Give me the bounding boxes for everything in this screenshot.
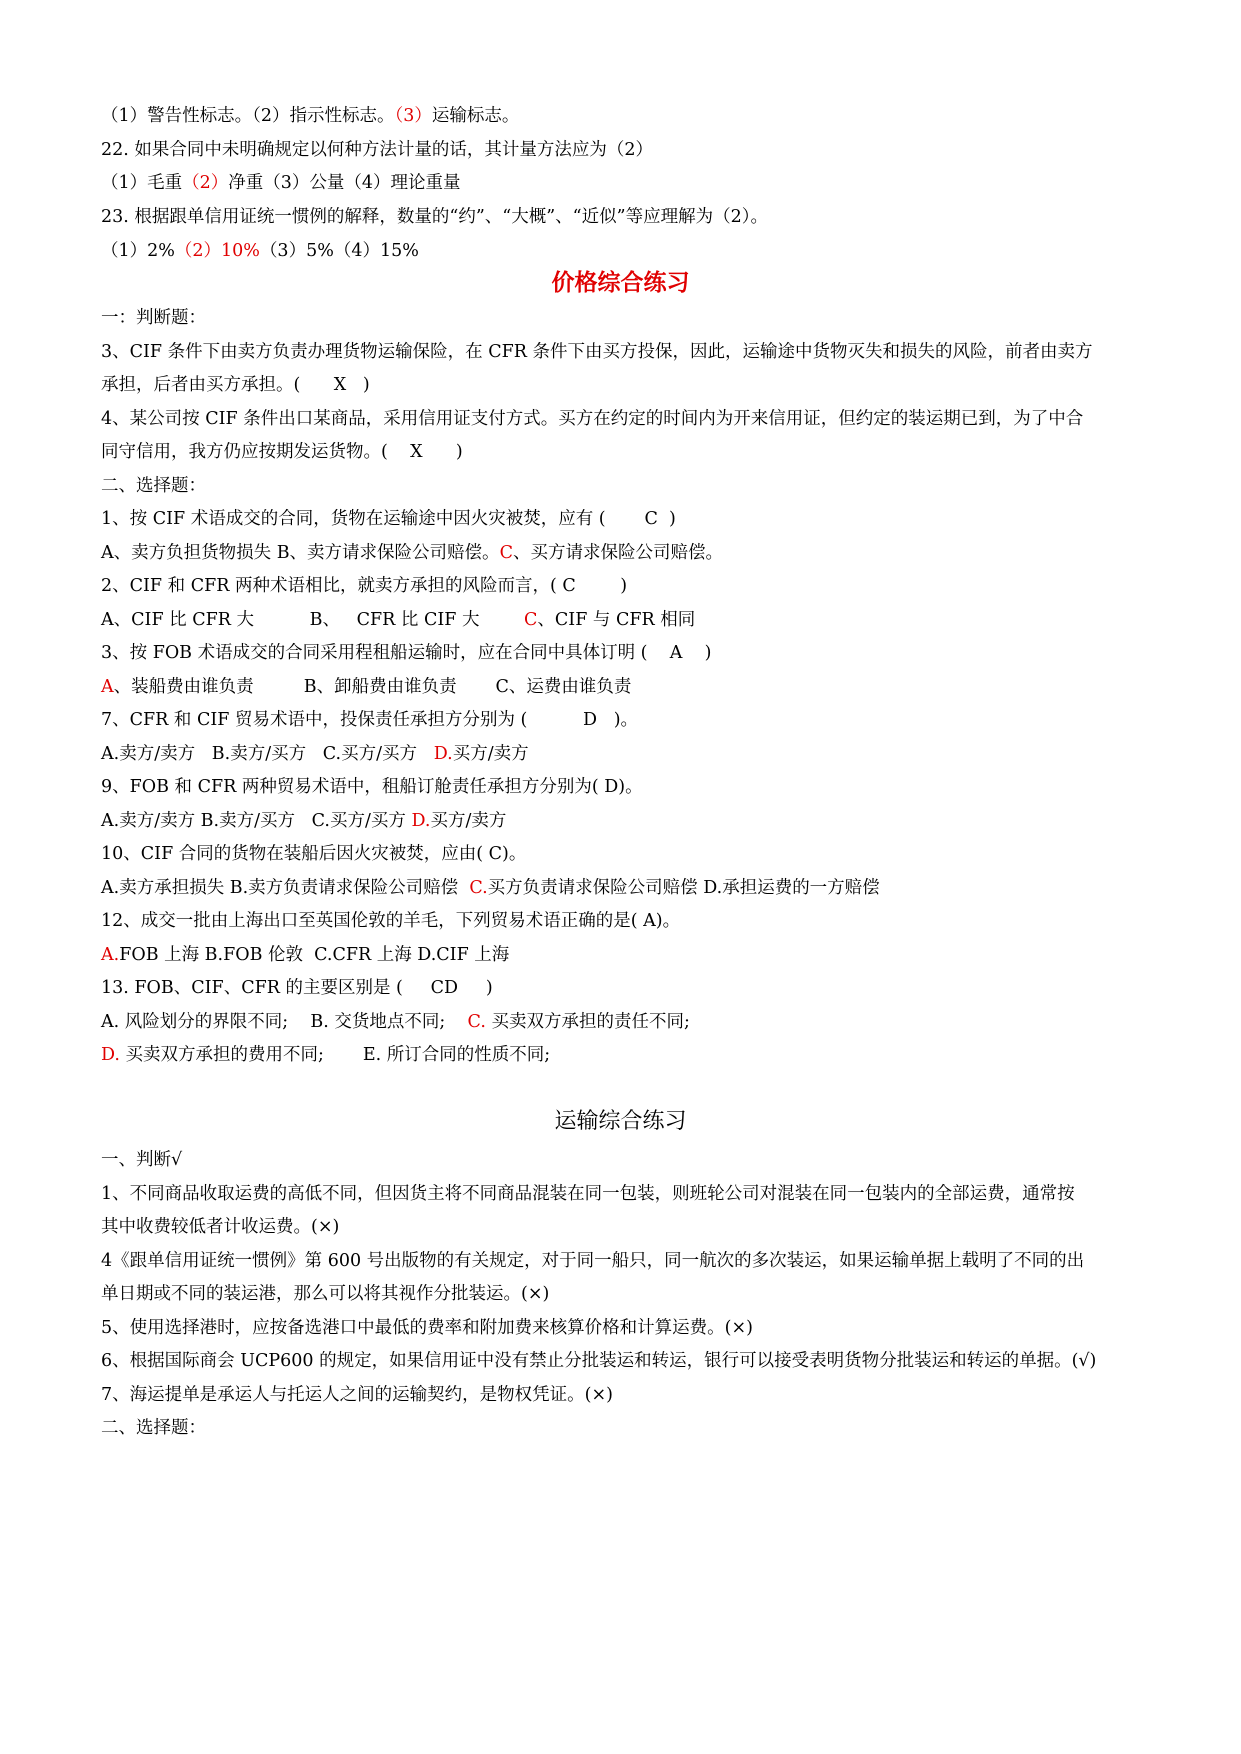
transport-section-title: 运输综合练习 [554,1109,687,1134]
price-choice-heading: 二、选择题： [101,476,206,496]
transport-t6: 6、根据国际商会 UCP600 的规定，如果信用证中没有禁止分批装运和转运，银行可以接受表明货物分批装运和转运的单据。(√) [101,1351,1097,1371]
price-q3-line2: 承担，后者由买方承担。( X ) [101,375,370,395]
question-23-options: （1）2%（2）10%（3）5%（4）15% [101,241,419,261]
price-c12-options: A.FOB 上海 B.FOB 伦敦 C.CFR 上海 D.CIF 上海 [101,945,510,965]
price-section-title: 价格综合练习 [551,269,690,296]
price-c1-options: A、卖方负担货物损失 B、卖方请求保险公司赔偿。C、买方请求保险公司赔偿。 [101,543,723,563]
price-q3-line1: 3、CIF 条件下由卖方负责办理货物运输保险，在 CFR 条件下由买方投保，因此，运输途中货物灭失和损失的风险，前者由卖方 [101,342,1093,362]
price-c7: 7、CFR 和 CIF 贸易术语中，投保责任承担方分别为 ( D )。 [101,710,639,730]
price-c2: 2、CIF 和 CFR 两种术语相比，就卖方承担的风险而言，( C ) [101,576,628,596]
transport-t7: 7、海运提单是承运人与托运人之间的运输契约，是物权凭证。(×) [101,1385,613,1405]
transport-t5: 5、使用选择港时，应按备选港口中最低的费率和附加费来核算价格和计算运费。(×) [101,1318,753,1338]
price-c3-options: A、装船费由谁负责 B、卸船费由谁负责 C、运费由谁负责 [101,677,632,697]
question-22: 22. 如果合同中未明确规定以何种方法计量的话，其计量方法应为（2） [101,140,654,160]
transport-t1-line2: 其中收费较低者计收运费。(×) [101,1217,340,1237]
price-c10-options: A.卖方承担损失 B.卖方负责请求保险公司赔偿 C.买方负责请求保险公司赔偿 D.承担运费的一方赔偿 [101,878,880,898]
transport-choice-heading: 二、选择题： [101,1418,206,1438]
price-c7-options: A.卖方/卖方 B.卖方/买方 C.买方/买方 D.买方/卖方 [101,744,529,764]
question-23: 23. 根据跟单信用证统一惯例的解释，数量的“约”、“大概”、“近似”等应理解为（2）。 [101,207,768,227]
price-c13: 13. FOB、CIF、CFR 的主要区别是 ( CD ) [101,978,493,998]
price-c9: 9、FOB 和 CFR 两种贸易术语中，租船订舱责任承担方分别为( D)。 [101,777,643,797]
price-c13-options-2: D. 买卖双方承担的费用不同; E. 所订合同的性质不同; [101,1045,551,1065]
transport-true-false-heading: 一、判断√ [101,1150,183,1170]
price-c1: 1、按 CIF 术语成交的合同，货物在运输途中因火灾被焚，应有 ( C ) [101,509,676,529]
price-c3: 3、按 FOB 术语成交的合同采用程租船运输时，应在合同中具体订明 ( A ) [101,643,712,663]
price-c13-options-1: A. 风险划分的界限不同; B. 交货地点不同; C. 买卖双方承担的责任不同; [101,1012,690,1032]
transport-t1-line1: 1、不同商品收取运费的高低不同，但因货主将不同商品混装在同一包装，则班轮公司对混装在同一包装内的全部运费，通常按 [101,1184,1075,1204]
transport-t4-line2: 单日期或不同的装运港，那么可以将其视作分批装运。(×) [101,1284,550,1304]
price-q4-line2: 同守信用，我方仍应按期发运货物。( X ) [101,442,463,462]
question-22-options: （1）毛重（2）净重（3）公量（4）理论重量 [101,173,461,193]
price-c10: 10、CIF 合同的货物在装船后因火灾被焚，应由( C)。 [101,844,527,864]
transport-t4-line1: 4《跟单信用证统一惯例》第 600 号出版物的有关规定，对于同一船只，同一航次的多次装运，如果运输单据上载明了不同的出 [101,1251,1085,1271]
price-true-false-heading: 一：判断题： [101,308,206,328]
price-c9-options: A.卖方/卖方 B.卖方/买方 C.买方/买方 D.买方/卖方 [101,811,507,831]
marks-options-line: （1）警告性标志。（2）指示性标志。（3）运输标志。 [101,106,520,126]
price-c12: 12、成交一批由上海出口至英国伦敦的羊毛，下列贸易术语正确的是( A)。 [101,911,681,931]
price-c2-options: A、CIF 比 CFR 大 B、 CFR 比 CIF 大 C、CIF 与 CFR 相同 [101,610,696,630]
price-q4-line1: 4、某公司按 CIF 条件出口某商品，采用信用证支付方式。买方在约定的时间内为开来信用证，但约定的装运期已到，为了中合 [101,409,1084,429]
